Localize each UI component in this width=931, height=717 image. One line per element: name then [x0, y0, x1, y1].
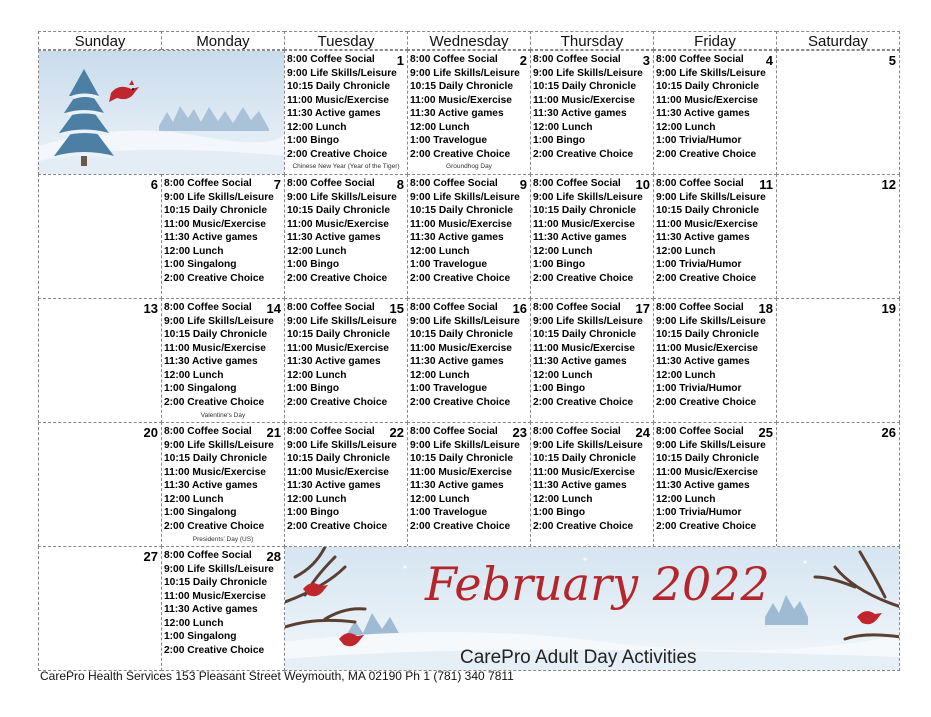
activity-item: 11:30 Active games	[164, 232, 258, 243]
day-cell-22	[284, 422, 408, 547]
day-number: 4	[765, 53, 773, 68]
activity-item: 11:30 Active games	[533, 232, 627, 243]
day-number: 15	[389, 301, 404, 316]
activity-item: 9:00 Life Skills/Leisure	[656, 315, 766, 327]
activity-item: 11:00 Music/Exercise	[410, 342, 512, 354]
activity-item: 10:15 Daily Chronicle	[533, 453, 637, 464]
winter-scene-image	[38, 50, 285, 175]
activity-list	[164, 549, 284, 657]
activity-item: 1:00 Bingo	[287, 259, 340, 270]
activity-item: 10:15 Daily Chronicle	[410, 205, 514, 216]
activity-item: 9:00 Life Skills/Leisure	[410, 191, 520, 203]
activity-item: 1:00 Bingo	[533, 507, 586, 518]
activity-item: 8:00 Coffee Social	[410, 54, 498, 65]
activity-item: 9:00 Life Skills/Leisure	[287, 439, 397, 451]
day-cell-5	[776, 50, 900, 175]
activity-item: 11:30 Active games	[287, 232, 381, 243]
activity-item: 10:15 Daily Chronicle	[164, 577, 268, 588]
day-number: 9	[519, 177, 527, 192]
activity-list	[287, 177, 407, 285]
calendar-grid	[38, 31, 898, 668]
activity-item: 2:00 Creative Choice	[410, 520, 511, 532]
activity-item: 8:00 Coffee Social	[533, 178, 621, 189]
day-cell-13	[38, 298, 162, 423]
activity-item: 8:00 Coffee Social	[410, 426, 498, 437]
activity-item: 11:30 Active games	[287, 108, 381, 119]
activity-item: 8:00 Coffee Social	[656, 178, 744, 189]
activity-item: 9:00 Life Skills/Leisure	[533, 439, 643, 451]
activity-item: 12:00 Lunch	[287, 369, 347, 381]
day-number: 13	[143, 301, 158, 316]
day-cell-19	[776, 298, 900, 423]
activity-item: 2:00 Creative Choice	[656, 272, 757, 284]
activity-item: 8:00 Coffee Social	[287, 302, 375, 313]
activity-item: 1:00 Singalong	[164, 383, 237, 394]
activity-list	[287, 301, 407, 409]
activity-item: 12:00 Lunch	[287, 121, 347, 133]
day-number: 25	[758, 425, 773, 440]
activity-item: 11:30 Active games	[164, 480, 258, 491]
activity-item: 2:00 Creative Choice	[164, 520, 265, 532]
weekday-header-wed: Wednesday	[407, 31, 531, 50]
activity-item: 12:00 Lunch	[656, 369, 716, 381]
activity-item: 11:00 Music/Exercise	[656, 466, 758, 478]
activity-list	[656, 301, 776, 409]
activity-item: 1:00 Bingo	[533, 135, 586, 146]
activity-item: 12:00 Lunch	[164, 493, 224, 505]
day-number: 27	[143, 549, 158, 564]
activity-item: 1:00 Travelogue	[410, 383, 488, 394]
activity-item: 2:00 Creative Choice	[533, 272, 634, 284]
day-number: 16	[512, 301, 527, 316]
activity-item: 10:15 Daily Chronicle	[287, 329, 391, 340]
activity-list	[410, 425, 530, 533]
activity-item: 8:00 Coffee Social	[533, 54, 621, 65]
day-cell-27	[38, 546, 162, 671]
activity-item: 11:30 Active games	[533, 356, 627, 367]
activity-item: 10:15 Daily Chronicle	[287, 453, 391, 464]
activity-item: 12:00 Lunch	[533, 369, 593, 381]
day-number: 10	[635, 177, 650, 192]
banner-subtitle: CarePro Adult Day Activities	[460, 647, 697, 668]
activity-list	[410, 177, 530, 285]
day-number: 7	[273, 177, 281, 192]
activity-item: 12:00 Lunch	[287, 245, 347, 257]
activity-item: 2:00 Creative Choice	[656, 148, 757, 160]
activity-item: 10:15 Daily Chronicle	[410, 453, 514, 464]
holiday-note: Presidents' Day (US)	[192, 536, 254, 543]
activity-item: 9:00 Life Skills/Leisure	[410, 67, 520, 79]
activity-item: 8:00 Coffee Social	[656, 302, 744, 313]
day-number: 1	[396, 53, 404, 68]
activity-item: 11:30 Active games	[164, 356, 258, 367]
day-cell-26	[776, 422, 900, 547]
weekday-header-thu: Thursday	[530, 31, 654, 50]
activity-item: 11:30 Active games	[533, 108, 627, 119]
banner-title: February 2022	[425, 557, 770, 611]
activity-item: 9:00 Life Skills/Leisure	[164, 439, 274, 451]
day-cell-25	[653, 422, 777, 547]
activity-item: 11:00 Music/Exercise	[533, 466, 635, 478]
activity-item: 12:00 Lunch	[656, 493, 716, 505]
activity-item: 10:15 Daily Chronicle	[656, 453, 760, 464]
activity-item: 8:00 Coffee Social	[656, 426, 744, 437]
activity-item: 1:00 Bingo	[287, 383, 340, 394]
activity-item: 12:00 Lunch	[410, 121, 470, 133]
activity-item: 2:00 Creative Choice	[656, 520, 757, 532]
activity-list	[287, 425, 407, 533]
day-cell-12	[776, 174, 900, 299]
activity-item: 2:00 Creative Choice	[164, 644, 265, 656]
activity-item: 9:00 Life Skills/Leisure	[287, 315, 397, 327]
activity-item: 10:15 Daily Chronicle	[164, 205, 268, 216]
activity-item: 8:00 Coffee Social	[287, 426, 375, 437]
activity-item: 1:00 Travelogue	[410, 507, 488, 518]
day-number: 3	[642, 53, 650, 68]
activity-item: 11:30 Active games	[287, 480, 381, 491]
activity-item: 11:00 Music/Exercise	[410, 466, 512, 478]
activity-item: 9:00 Life Skills/Leisure	[164, 315, 274, 327]
activity-item: 9:00 Life Skills/Leisure	[164, 563, 274, 575]
activity-list	[656, 177, 776, 285]
activity-item: 11:00 Music/Exercise	[164, 342, 266, 354]
winter-tree-illustration	[39, 51, 285, 175]
activity-item: 10:15 Daily Chronicle	[656, 329, 760, 340]
activity-list	[533, 301, 653, 409]
activity-item: 2:00 Creative Choice	[287, 272, 388, 284]
activity-item: 9:00 Life Skills/Leisure	[656, 191, 766, 203]
activity-item: 8:00 Coffee Social	[410, 302, 498, 313]
activity-item: 2:00 Creative Choice	[287, 396, 388, 408]
activity-list	[164, 301, 284, 409]
activity-list	[533, 177, 653, 285]
activity-item: 11:30 Active games	[287, 356, 381, 367]
activity-item: 12:00 Lunch	[656, 121, 716, 133]
activity-item: 11:00 Music/Exercise	[164, 218, 266, 230]
weekday-header-mon: Monday	[161, 31, 285, 50]
activity-item: 11:00 Music/Exercise	[287, 218, 389, 230]
activity-list	[656, 425, 776, 533]
day-cell-17	[530, 298, 654, 423]
activity-item: 12:00 Lunch	[410, 245, 470, 257]
activity-item: 8:00 Coffee Social	[164, 426, 252, 437]
activity-item: 12:00 Lunch	[287, 493, 347, 505]
day-cell-15	[284, 298, 408, 423]
day-cell-6	[38, 174, 162, 299]
activity-item: 12:00 Lunch	[164, 245, 224, 257]
activity-item: 1:00 Trivia/Humor	[656, 383, 742, 394]
activity-item: 9:00 Life Skills/Leisure	[533, 67, 643, 79]
activity-item: 11:30 Active games	[410, 356, 504, 367]
activity-item: 12:00 Lunch	[164, 369, 224, 381]
day-number: 12	[881, 177, 896, 192]
day-cell-20	[38, 422, 162, 547]
activity-item: 8:00 Coffee Social	[164, 550, 252, 561]
holiday-note: Groundhog Day	[446, 163, 492, 170]
activity-item: 1:00 Trivia/Humor	[656, 135, 742, 146]
activity-item: 11:00 Music/Exercise	[410, 94, 512, 106]
activity-item: 11:00 Music/Exercise	[287, 342, 389, 354]
activity-item: 9:00 Life Skills/Leisure	[287, 191, 397, 203]
day-cell-28	[161, 546, 285, 671]
day-number: 11	[759, 177, 773, 192]
weekday-header-sat: Saturday	[776, 31, 900, 50]
footer-address: CarePro Health Services 153 Pleasant Street Weymouth, MA 02190 Ph 1 (781) 340 7811	[40, 669, 514, 683]
day-number: 24	[635, 425, 650, 440]
holiday-note: Valentine's Day	[200, 412, 246, 419]
activity-list	[287, 53, 407, 161]
activity-list	[533, 425, 653, 533]
day-cell-11	[653, 174, 777, 299]
day-number: 2	[519, 53, 527, 68]
activity-item: 1:00 Trivia/Humor	[656, 507, 742, 518]
activity-list	[533, 53, 653, 161]
activity-item: 12:00 Lunch	[164, 617, 224, 629]
activity-item: 11:00 Music/Exercise	[533, 218, 635, 230]
activity-item: 2:00 Creative Choice	[533, 148, 634, 160]
activity-item: 12:00 Lunch	[656, 245, 716, 257]
day-cell-18	[653, 298, 777, 423]
day-number: 19	[881, 301, 896, 316]
activity-item: 9:00 Life Skills/Leisure	[533, 191, 643, 203]
activity-item: 2:00 Creative Choice	[533, 396, 634, 408]
activity-item: 11:00 Music/Exercise	[164, 590, 266, 602]
weekday-header-fri: Friday	[653, 31, 777, 50]
activity-item: 10:15 Daily Chronicle	[164, 453, 268, 464]
activity-item: 8:00 Coffee Social	[287, 178, 375, 189]
activity-item: 10:15 Daily Chronicle	[533, 81, 637, 92]
activity-item: 12:00 Lunch	[410, 369, 470, 381]
activity-item: 9:00 Life Skills/Leisure	[410, 315, 520, 327]
weekday-header-sun: Sunday	[38, 31, 162, 50]
activity-item: 2:00 Creative Choice	[656, 396, 757, 408]
activity-item: 10:15 Daily Chronicle	[656, 205, 760, 216]
day-number: 26	[881, 425, 896, 440]
day-cell-24	[530, 422, 654, 547]
day-cell-9	[407, 174, 531, 299]
activity-item: 11:30 Active games	[410, 232, 504, 243]
day-number: 14	[266, 301, 281, 316]
activity-item: 11:00 Music/Exercise	[656, 218, 758, 230]
activity-item: 11:30 Active games	[656, 108, 750, 119]
activity-item: 11:30 Active games	[656, 232, 750, 243]
activity-item: 11:30 Active games	[164, 604, 258, 615]
day-number: 23	[512, 425, 527, 440]
activity-item: 11:00 Music/Exercise	[533, 94, 635, 106]
activity-list	[656, 53, 776, 161]
activity-item: 1:00 Singalong	[164, 631, 237, 642]
activity-item: 8:00 Coffee Social	[533, 426, 621, 437]
day-cell-1	[284, 50, 408, 175]
activity-item: 2:00 Creative Choice	[410, 396, 511, 408]
activity-item: 10:15 Daily Chronicle	[533, 329, 637, 340]
activity-item: 11:00 Music/Exercise	[287, 466, 389, 478]
activity-item: 11:30 Active games	[410, 108, 504, 119]
day-number: 6	[150, 177, 158, 192]
activity-list	[410, 53, 530, 161]
day-number: 17	[635, 301, 650, 316]
day-cell-2	[407, 50, 531, 175]
activity-item: 9:00 Life Skills/Leisure	[164, 191, 274, 203]
activity-item: 11:00 Music/Exercise	[656, 94, 758, 106]
activity-item: 1:00 Bingo	[287, 135, 340, 146]
activity-item: 10:15 Daily Chronicle	[287, 205, 391, 216]
activity-item: 1:00 Singalong	[164, 507, 237, 518]
activity-item: 8:00 Coffee Social	[164, 302, 252, 313]
day-number: 22	[389, 425, 404, 440]
activity-item: 8:00 Coffee Social	[287, 54, 375, 65]
day-number: 28	[266, 549, 281, 564]
activity-item: 1:00 Bingo	[287, 507, 340, 518]
activity-item: 10:15 Daily Chronicle	[410, 81, 514, 92]
activity-item: 1:00 Bingo	[533, 383, 586, 394]
activity-item: 11:30 Active games	[656, 480, 750, 491]
day-cell-3	[530, 50, 654, 175]
activity-item: 8:00 Coffee Social	[533, 302, 621, 313]
activity-item: 8:00 Coffee Social	[164, 178, 252, 189]
activity-item: 2:00 Creative Choice	[410, 148, 511, 160]
day-number: 5	[888, 53, 896, 68]
day-cell-7	[161, 174, 285, 299]
activity-item: 11:00 Music/Exercise	[287, 94, 389, 106]
activity-list	[164, 425, 284, 533]
day-cell-23	[407, 422, 531, 547]
activity-item: 10:15 Daily Chronicle	[533, 205, 637, 216]
activity-item: 9:00 Life Skills/Leisure	[656, 67, 766, 79]
activity-item: 2:00 Creative Choice	[533, 520, 634, 532]
february-banner	[284, 546, 900, 671]
activity-item: 9:00 Life Skills/Leisure	[287, 67, 397, 79]
day-cell-4	[653, 50, 777, 175]
weekday-header-tue: Tuesday	[284, 31, 408, 50]
activity-item: 10:15 Daily Chronicle	[164, 329, 268, 340]
activity-item: 10:15 Daily Chronicle	[656, 81, 760, 92]
day-number: 18	[758, 301, 773, 316]
activity-item: 8:00 Coffee Social	[410, 178, 498, 189]
activity-item: 9:00 Life Skills/Leisure	[533, 315, 643, 327]
activity-item: 8:00 Coffee Social	[656, 54, 744, 65]
day-cell-21	[161, 422, 285, 547]
day-cell-16	[407, 298, 531, 423]
activity-item: 12:00 Lunch	[533, 493, 593, 505]
day-cell-8	[284, 174, 408, 299]
activity-item: 10:15 Daily Chronicle	[410, 329, 514, 340]
activity-item: 1:00 Trivia/Humor	[656, 259, 742, 270]
activity-item: 10:15 Daily Chronicle	[287, 81, 391, 92]
holiday-note: Chinese New Year (Year of the Tiger)	[292, 163, 400, 170]
activity-item: 1:00 Travelogue	[410, 259, 488, 270]
activity-item: 12:00 Lunch	[533, 121, 593, 133]
activity-item: 11:00 Music/Exercise	[656, 342, 758, 354]
day-number: 21	[266, 425, 281, 440]
activity-item: 2:00 Creative Choice	[287, 520, 388, 532]
activity-item: 1:00 Singalong	[164, 259, 237, 270]
activity-item: 2:00 Creative Choice	[164, 272, 265, 284]
day-number: 20	[143, 425, 158, 440]
day-number: 8	[396, 177, 404, 192]
activity-item: 9:00 Life Skills/Leisure	[410, 439, 520, 451]
activity-item: 11:00 Music/Exercise	[533, 342, 635, 354]
activity-item: 2:00 Creative Choice	[287, 148, 388, 160]
activity-item: 11:30 Active games	[656, 356, 750, 367]
activity-item: 1:00 Travelogue	[410, 135, 488, 146]
activity-item: 1:00 Bingo	[533, 259, 586, 270]
activity-item: 11:30 Active games	[533, 480, 627, 491]
day-cell-10	[530, 174, 654, 299]
activity-item: 2:00 Creative Choice	[410, 272, 511, 284]
activity-item: 11:00 Music/Exercise	[410, 218, 512, 230]
activity-item: 9:00 Life Skills/Leisure	[656, 439, 766, 451]
activity-item: 2:00 Creative Choice	[164, 396, 265, 408]
activity-item: 12:00 Lunch	[410, 493, 470, 505]
activity-item: 12:00 Lunch	[533, 245, 593, 257]
activity-list	[410, 301, 530, 409]
activity-item: 11:00 Music/Exercise	[164, 466, 266, 478]
activity-item: 11:30 Active games	[410, 480, 504, 491]
day-cell-14	[161, 298, 285, 423]
activity-list	[164, 177, 284, 285]
